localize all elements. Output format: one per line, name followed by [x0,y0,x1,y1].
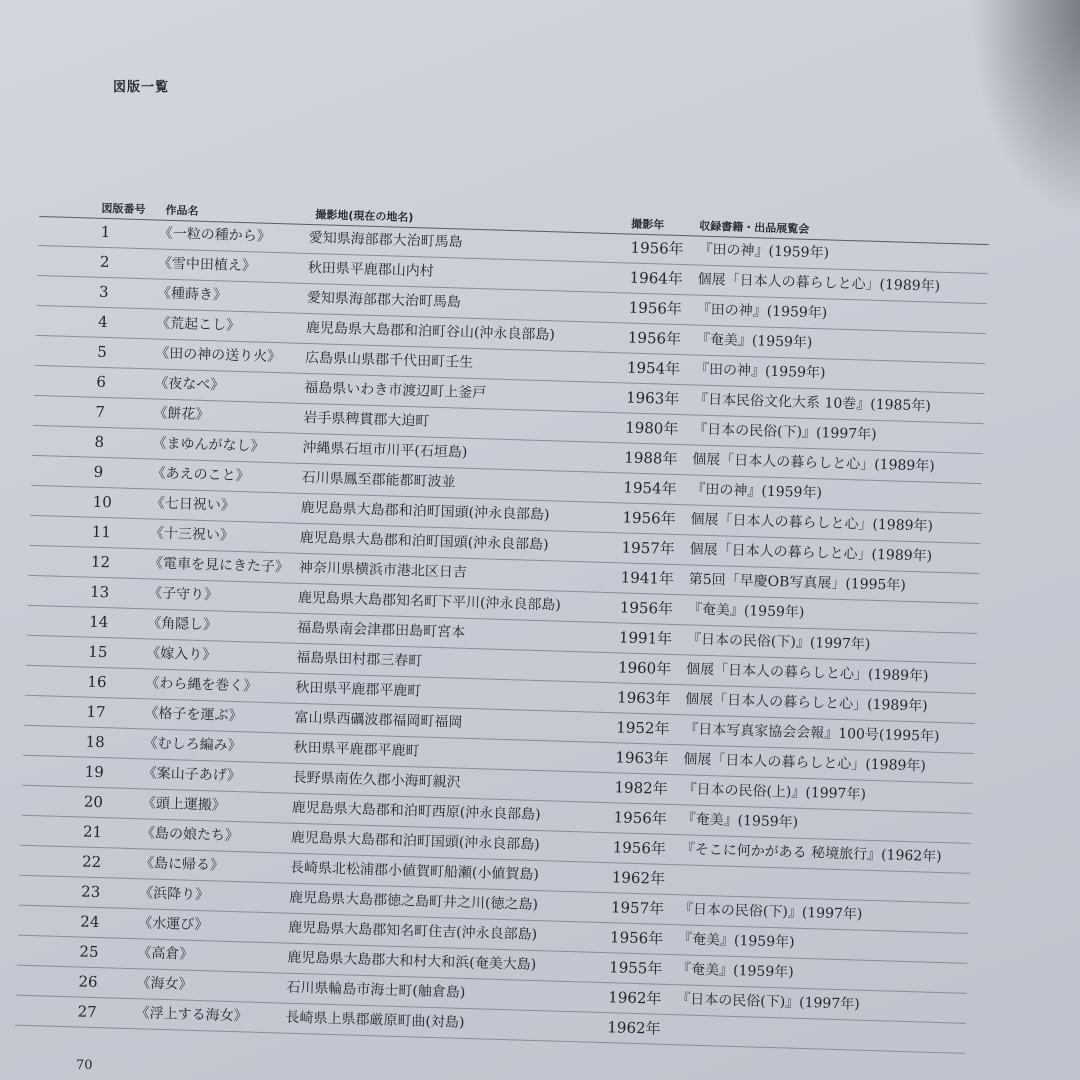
shooting-location: 福島県田村郡三春町 [295,649,423,670]
shooting-location: 鹿児島県大島郡知名町下平川(沖永良部島) [297,589,562,614]
work-title: 《わら縄を巻く》 [145,675,258,695]
publication-exhibition: 個展「日本人の暮らしと心」(1989年) [689,541,933,565]
publication-exhibition: 『田の神』(1959年) [698,241,830,262]
work-title: 《荒起こし》 [155,315,241,334]
shooting-location: 富山県西礪波郡福岡町福岡 [294,709,463,731]
work-title: 《田の神の送り火》 [154,345,282,366]
header-publication: 収録書籍・出品展覧会 [699,219,810,236]
shooting-location: 長崎県上県郡厳原町曲(対島) [285,1009,465,1031]
publication-exhibition: 『日本の民俗(下)』(1997年) [678,901,863,923]
work-title: 《嫁入り》 [146,645,217,664]
shooting-location: 愛知県海部郡大治町馬島 [306,289,462,311]
shooting-location: 石川県鳳至郡能都町波並 [301,469,456,491]
plate-number: 2 [99,252,110,272]
work-title: 《高倉》 [137,945,194,963]
publication-exhibition: 個展「日本人の暮らしと心」(1989年) [697,271,941,295]
shooting-year: 1954年 [626,358,681,379]
publication-exhibition: 『田の神』(1959年) [694,361,826,382]
shooting-year: 1956年 [628,298,683,319]
shooting-location: 鹿児島県大島郡和泊町国頭(沖永良部島) [300,499,550,524]
shooting-location: 鹿児島県大島郡和泊町国頭(沖永良部島) [290,829,540,854]
shooting-year: 1960年 [617,658,672,678]
header-number: 図版番号 [101,201,146,217]
shooting-location: 岩手県稗貫郡大迫町 [303,409,430,430]
plate-number: 5 [96,342,108,362]
plate-number: 4 [97,312,108,332]
publication-exhibition: 『奄美』(1959年) [687,601,805,621]
page-corner-shadow [970,0,1080,220]
shooting-year: 1980年 [624,418,679,439]
header-title: 作品名 [165,203,199,218]
plate-number: 18 [85,732,106,752]
shooting-location: 福島県いわき市渡辺町上釜戸 [304,379,487,402]
plate-number: 19 [84,762,105,782]
plate-number: 14 [88,612,109,632]
plate-list-table [15,190,1039,1049]
plate-number: 20 [83,792,104,812]
plate-number: 1 [100,222,111,242]
shooting-location: 秋田県平鹿郡平鹿町 [295,679,422,700]
shooting-year: 1962年 [608,988,662,1008]
work-title: 《頭上運搬》 [141,795,227,814]
work-title: 《角隠し》 [146,615,218,634]
header-year: 撮影年 [631,217,665,232]
shooting-year: 1988年 [624,448,678,469]
publication-exhibition: 『日本民俗文化大系 10巻』(1985年) [693,391,932,415]
work-title: 《あえのこと》 [151,465,250,485]
work-title: 《浜降り》 [138,885,210,904]
work-title: 《島に帰る》 [139,855,225,874]
work-title: 《海女》 [136,975,193,993]
publication-exhibition: 『奄美』(1959年) [676,961,794,981]
shooting-location: 沖縄県石垣市川平(石垣島) [302,439,468,461]
publication-exhibition: 個展「日本人の暮らしと心」(1989年) [685,661,929,685]
shooting-location: 鹿児島県大島郡和泊町国頭(沖永良部島) [299,529,549,554]
publication-exhibition: 個展「日本人の暮らしと心」(1989年) [690,511,934,535]
shooting-location: 鹿児島県大島郡和泊町谷山(沖永良部島) [305,319,556,344]
shooting-year: 1964年 [629,268,684,289]
work-title: 《種蒔き》 [156,285,228,304]
shooting-year: 1957年 [610,898,665,918]
plate-number: 7 [95,402,106,422]
plate-number: 25 [79,942,99,962]
work-title: 《電車を見にきた子》 [148,555,290,576]
publication-exhibition: 『日本の民俗(下)』(1997年) [692,421,877,443]
work-title: 《案山子あげ》 [142,765,242,785]
publication-exhibition: 個展「日本人の暮らしと心」(1989年) [692,451,935,475]
shooting-location: 鹿児島県大島郡知名町住吉(沖永良部島) [287,919,538,944]
shooting-year: 1962年 [611,868,666,888]
work-title: 《まゆんがなし》 [152,435,265,455]
plate-number: 13 [89,582,110,602]
publication-exhibition: 『田の神』(1959年) [691,481,823,502]
shooting-year: 1954年 [623,478,677,499]
work-title: 《雪中田植え》 [157,255,257,275]
publication-exhibition: 『日本の民俗(下)』(1997年) [676,991,860,1013]
publication-exhibition: 『日本の民俗(下)』(1997年) [686,631,871,653]
shooting-year: 1956年 [609,928,664,948]
plate-number: 24 [80,912,100,932]
publication-exhibition: 『田の神』(1959年) [696,301,828,322]
shooting-year: 1956年 [612,838,667,858]
publication-exhibition: 『奄美』(1959年) [695,331,813,351]
plate-number: 9 [93,462,104,481]
shooting-year: 1956年 [627,328,682,349]
shooting-year: 1956年 [613,808,668,828]
publication-exhibition: 『奄美』(1959年) [681,811,799,831]
shooting-year: 1956年 [630,238,684,259]
work-title: 《浮上する海女》 [135,1005,248,1025]
work-title: 《七日祝い》 [150,495,235,514]
work-title: 《一粒の種から》 [158,225,271,245]
shooting-location: 長崎県北松浦郡小値賀町船瀬(小値賀島) [289,859,540,884]
work-title: 《十三祝い》 [149,525,235,544]
publication-exhibition: 『日本写真家協会会報』100号(1995年) [684,721,940,745]
section-title: 図版一覧 [113,80,170,95]
page-number: 70 [76,1058,93,1073]
shooting-location: 神奈川県横浜市港北区日吉 [298,559,468,581]
shooting-year: 1963年 [625,388,680,409]
table-body [15,216,989,1054]
work-title: 《島の娘たち》 [140,825,240,845]
publication-exhibition: 個展「日本人の暮らしと心」(1989年) [683,751,927,775]
shooting-location: 秋田県平鹿郡平鹿町 [293,739,420,760]
shooting-location: 鹿児島県大島郡徳之島町井之川(徳之島) [288,889,539,914]
shooting-location: 石川県輪島市海士町(舳倉島) [286,979,466,1001]
shooting-year: 1982年 [614,778,668,798]
shooting-location: 長野県南佐久郡小海町親沢 [292,769,461,791]
shooting-year: 1956年 [622,508,676,528]
publication-exhibition: 『そこに何かがある 秘境旅行』(1962年) [680,841,942,866]
shooting-year: 1941年 [620,568,675,588]
shooting-year: 1963年 [616,688,671,708]
plate-number: 16 [87,672,107,692]
shooting-location: 福島県南会津郡田島町宮本 [296,619,466,641]
plate-number: 22 [81,852,102,872]
publication-exhibition: 『奄美』(1959年) [677,931,795,951]
plate-number: 21 [82,822,103,842]
header-place: 撮影地(現在の地名) [315,208,414,225]
shooting-year: 1956年 [619,598,674,618]
shooting-location: 鹿児島県大島郡大和村大和浜(奄美大島) [287,949,537,974]
shooting-year: 1991年 [618,628,673,648]
plate-number: 23 [80,882,101,902]
shooting-year: 1952年 [616,718,670,738]
plate-number: 10 [92,492,113,512]
plate-number: 17 [86,702,106,722]
work-title: 《餅花》 [153,405,210,424]
publication-exhibition: 個展「日本人の暮らしと心」(1989年) [684,691,928,715]
plate-number: 12 [90,552,111,572]
work-title: 《格子を運ぶ》 [144,705,243,725]
publication-exhibition: 『日本の民俗(上)』(1997年) [682,781,867,803]
shooting-location: 愛知県海部郡大治町馬島 [308,229,463,251]
shooting-year: 1957年 [621,538,676,558]
work-title: 《むしろ編み》 [143,735,242,755]
plate-number: 11 [91,522,112,542]
shooting-location: 広島県山県郡千代田町壬生 [304,349,474,371]
plate-number: 15 [88,642,108,662]
work-title: 《水運び》 [138,915,209,934]
shooting-year: 1962年 [607,1018,661,1038]
plate-number: 6 [96,372,107,392]
shooting-year: 1955年 [608,958,663,978]
plate-number: 26 [78,972,98,992]
work-title: 《夜なべ》 [154,375,225,394]
shooting-location: 鹿児島県大島郡和泊町西原(沖永良部島) [291,799,541,824]
shooting-location: 秋田県平鹿郡山内村 [307,259,434,280]
plate-number: 8 [94,432,105,452]
shooting-year: 1963年 [615,748,669,768]
work-title: 《子守り》 [147,585,219,604]
publication-exhibition: 第5回「早慶OB写真展」(1995年) [688,571,907,594]
plate-number: 27 [77,1002,97,1022]
plate-number: 3 [98,282,109,302]
